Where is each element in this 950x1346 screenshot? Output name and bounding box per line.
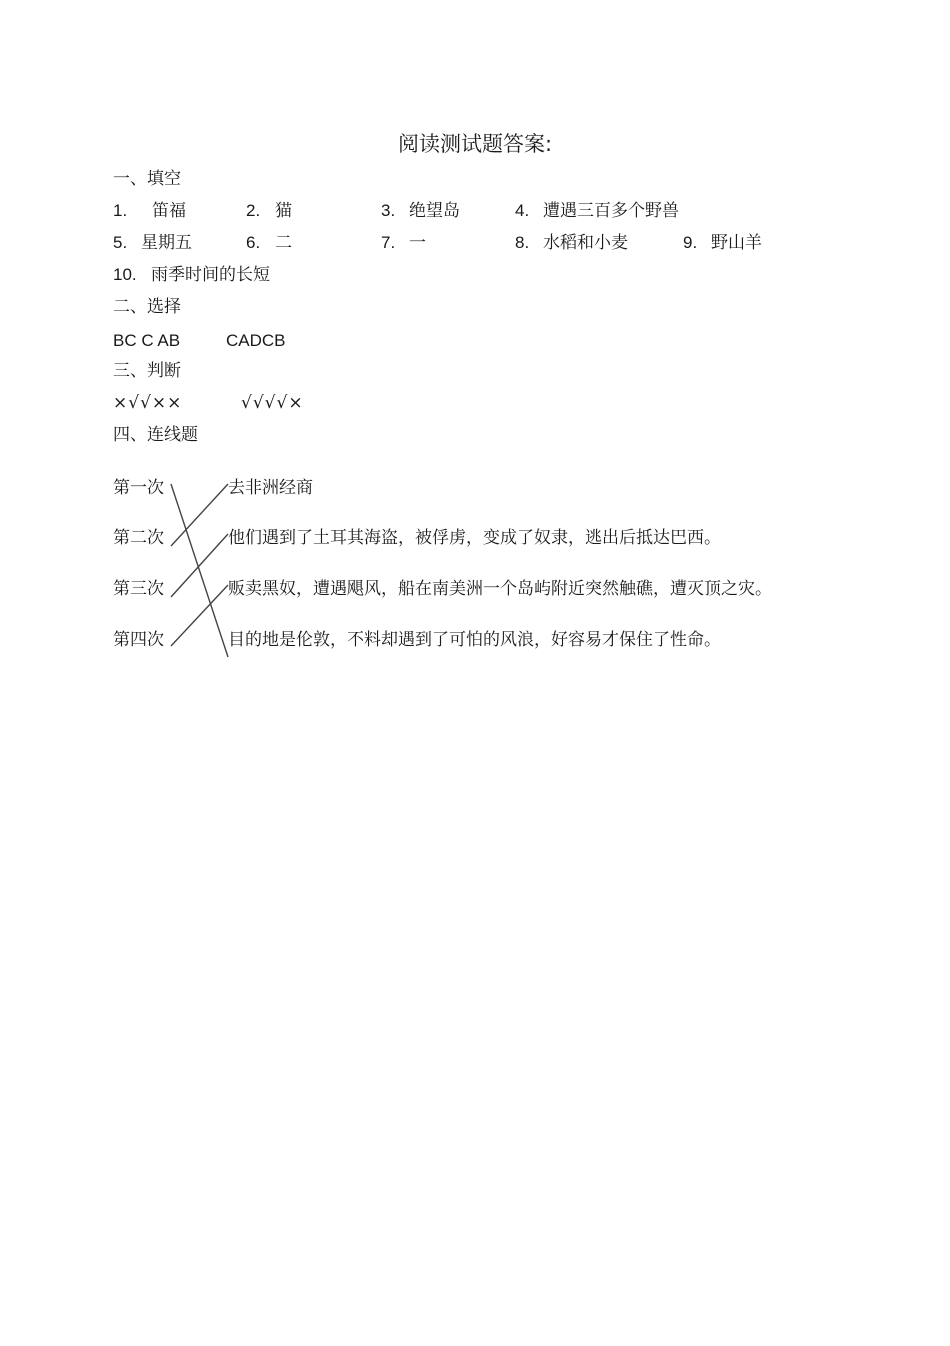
fill-item-6-text: 二 [275,233,292,253]
fill-item-8-text: 水稻和小麦 [543,233,628,253]
fill-item-8-num: 8. [515,233,530,252]
match-left-item-2: 第二次 [113,528,164,548]
fill-item-2-text: 猫 [275,201,292,221]
match-left-item-3: 第三次 [113,579,164,599]
fill-item-9-num: 9. [683,233,698,252]
fill-item-1-text: 笛福 [152,201,186,221]
match-left-item-4: 第四次 [113,630,164,650]
match-right-item-3: 贩卖黑奴，遭遇飓风，船在南美洲一个岛屿附近突然触礁，遭灭顶之灾。 [228,579,772,599]
fill-item-10-num: 10. [113,265,137,284]
fill-item-7-num: 7. [381,233,396,252]
judge-group-1: ×√√×× [113,393,183,413]
section-fill-heading: 一、填空 [113,169,181,189]
section-choice-heading: 二、选择 [113,297,181,317]
fill-item-4-text: 遭遇三百多个野兽 [543,201,679,221]
fill-item-5-text: 星期五 [141,233,192,253]
fill-item-2-num: 2. [246,201,261,220]
choice-group-1: BC C AB [113,331,181,350]
connector-line-1-to-4 [171,484,228,657]
fill-item-5-num: 5. [113,233,128,252]
section-judge-heading: 三、判断 [113,361,181,381]
fill-item-6-num: 6. [246,233,261,252]
connector-line-4-to-3 [171,585,228,646]
fill-item-4-num: 4. [515,201,530,220]
connector-line-2-to-1 [171,484,228,546]
fill-item-1-num: 1. [113,201,128,220]
judge-group-2: √√√√× [241,393,304,413]
section-match-heading: 四、连线题 [113,425,198,445]
fill-item-9-text: 野山羊 [711,233,762,253]
page-title: 阅读测试题答案: [397,132,553,156]
fill-item-10-text: 雨季时间的长短 [151,265,270,285]
match-right-item-2: 他们遇到了土耳其海盗，被俘虏，变成了奴隶，逃出后抵达巴西。 [228,528,721,548]
match-right-item-1: 去非洲经商 [228,478,313,498]
fill-item-3-num: 3. [381,201,396,220]
match-right-item-4: 目的地是伦敦，不料却遇到了可怕的风浪，好容易才保住了性命。 [228,630,721,650]
connector-line-3-to-2 [171,534,228,597]
fill-item-7-text: 一 [409,233,426,253]
fill-item-3-text: 绝望岛 [409,201,460,221]
match-left-item-1: 第一次 [113,478,164,498]
choice-group-2: CADCB [226,331,286,350]
